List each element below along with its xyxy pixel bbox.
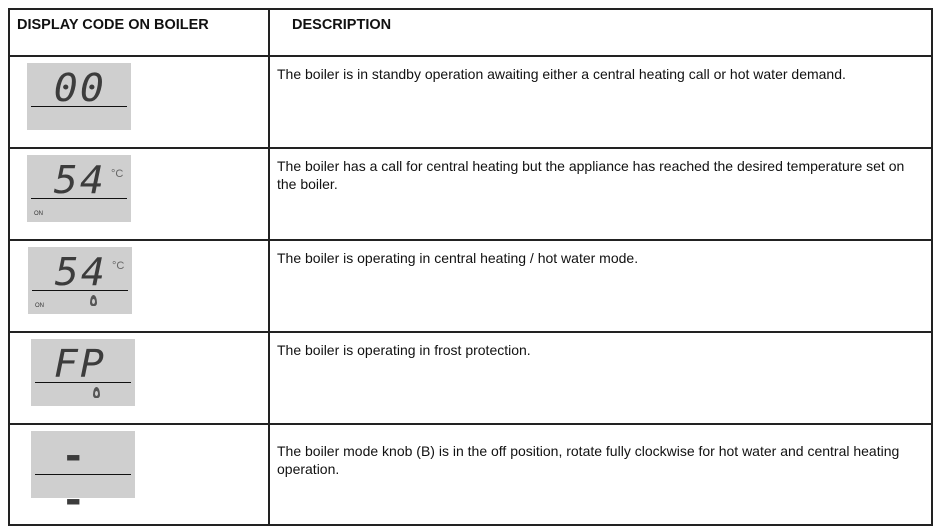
- lcd-display: [27, 155, 131, 222]
- header-description: DESCRIPTION: [269, 9, 932, 56]
- lcd-display: [31, 339, 135, 406]
- divider: [32, 290, 128, 291]
- divider: [35, 474, 131, 475]
- display-code: 00: [53, 66, 107, 110]
- lcd-display: [31, 431, 135, 522]
- celsius-unit: °C: [112, 260, 125, 272]
- display-code: FP: [53, 342, 107, 386]
- display-code-table: [8, 8, 933, 526]
- description: The boiler is in standby operation awaiting either a central heating call or hot water demand.: [269, 56, 932, 148]
- divider: [31, 106, 127, 107]
- description: The boiler is operating in central heating / hot water mode.: [269, 240, 932, 332]
- description: The boiler is operating in frost protection.: [269, 332, 932, 424]
- celsius-unit: °C: [111, 168, 124, 180]
- lcd-display: [27, 63, 131, 130]
- display-code: 54: [54, 250, 108, 294]
- divider: [35, 382, 131, 383]
- on-indicator: ON: [35, 303, 44, 309]
- description: The boiler mode knob (B) is in the off position, rotate fully clockwise for hot water and central heating operation.: [269, 424, 932, 525]
- header-row: [9, 9, 932, 56]
- table-row: [9, 240, 932, 332]
- header-display-code: DISPLAY CODE ON BOILER: [9, 9, 269, 56]
- lcd-display: [28, 247, 132, 314]
- display-code: - -: [61, 434, 88, 522]
- flame-icon: [90, 295, 97, 306]
- table-row: [9, 56, 932, 148]
- divider: [31, 198, 127, 199]
- table-row: [9, 424, 932, 525]
- flame-icon: [93, 387, 100, 398]
- description: The boiler has a call for central heating but the appliance has reached the desired temperature set on the boiler.: [269, 148, 932, 240]
- table-row: [9, 148, 932, 240]
- on-indicator: ON: [34, 211, 43, 217]
- display-code: 54: [53, 158, 107, 202]
- table-row: [9, 332, 932, 424]
